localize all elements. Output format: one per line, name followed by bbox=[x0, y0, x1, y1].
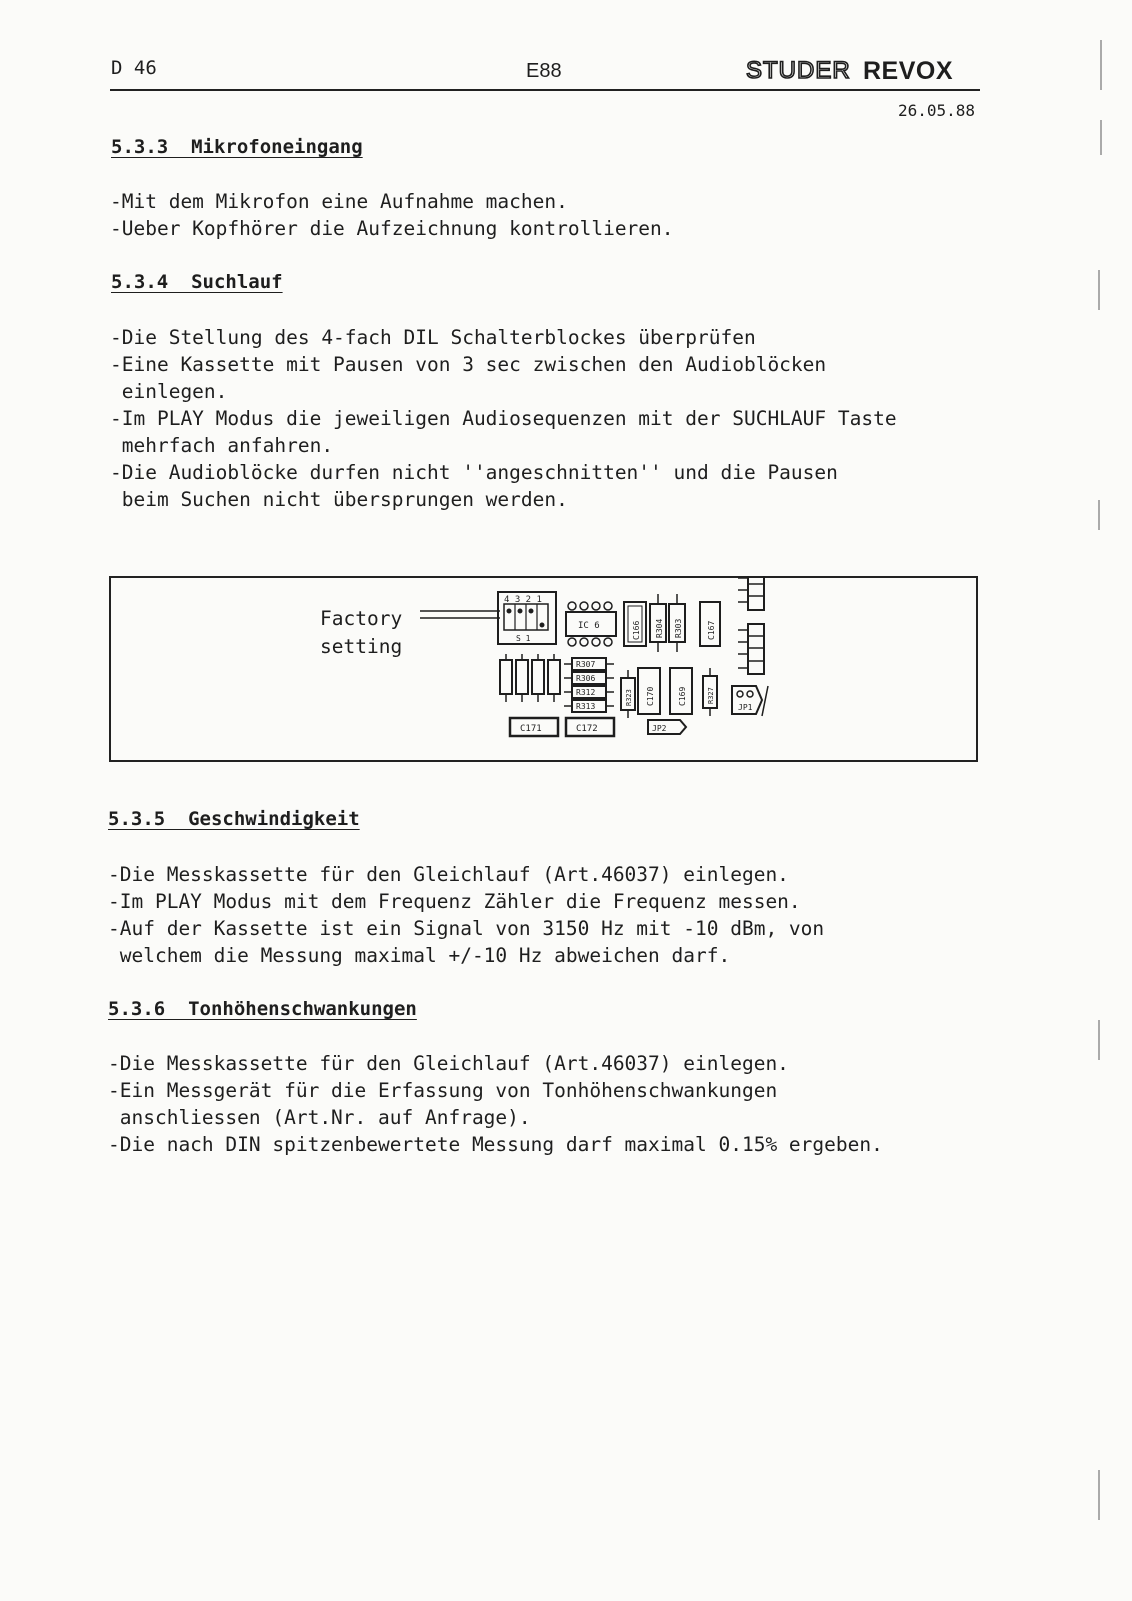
text-line: -Mit dem Mikrofon eine Aufnahme machen. bbox=[110, 190, 568, 213]
r307 bbox=[564, 658, 614, 670]
scan-edge-mark bbox=[1098, 270, 1100, 310]
section-body-tonhoehenschwankungen bbox=[108, 1050, 883, 1158]
label-line: setting bbox=[320, 635, 403, 658]
text-line: -Eine Kassette mit Pausen von 3 sec zwischen den Audioblöcken bbox=[110, 353, 827, 376]
r327 bbox=[703, 668, 717, 716]
edge-connector bbox=[738, 576, 764, 674]
text-line: -Ueber Kopfhörer die Aufzeichnung kontrollieren. bbox=[110, 217, 674, 240]
part-label: R304 bbox=[655, 618, 664, 638]
section-title-mikrofoneingang: 5.3.3 Mikrofoneingang bbox=[111, 136, 363, 158]
r312 bbox=[564, 686, 614, 698]
dil-switch-s1 bbox=[498, 592, 556, 644]
scan-edge-mark bbox=[1098, 1020, 1100, 1060]
text-line: welchem die Messung maximal +/-10 Hz abweichen darf. bbox=[108, 944, 731, 967]
pcb-layout-diagram bbox=[420, 576, 790, 762]
ic6 bbox=[566, 602, 616, 646]
label-line: Factory bbox=[320, 607, 403, 630]
text-line: beim Suchen nicht übersprungen werden. bbox=[110, 488, 568, 511]
r323 bbox=[621, 670, 635, 718]
part-label: C171 bbox=[520, 724, 542, 734]
part-label: R323 bbox=[625, 689, 633, 706]
text-line: mehrfach anfahren. bbox=[110, 434, 334, 457]
text-line: -Die Audioblöcke durfen nicht ''angeschnitten'' und die Pausen bbox=[110, 461, 838, 484]
text-line: -Die Messkassette für den Gleichlauf (Art.46037) einlegen. bbox=[108, 863, 789, 886]
part-label: JP2 bbox=[652, 724, 667, 733]
part-label: C169 bbox=[678, 686, 687, 706]
c171 bbox=[510, 718, 558, 736]
studer-revox-logo bbox=[746, 57, 961, 83]
text-line: -Im PLAY Modus die jeweiligen Audiosequenzen mit der SUCHLAUF Taste bbox=[110, 407, 897, 430]
text-line: -Die Messkassette für den Gleichlauf (Art.46037) einlegen. bbox=[108, 1052, 789, 1075]
part-label: C166 bbox=[632, 620, 641, 640]
r303 bbox=[669, 594, 685, 652]
part-label: R327 bbox=[707, 687, 715, 704]
scan-edge-mark bbox=[1100, 40, 1102, 90]
part-label: C172 bbox=[576, 724, 598, 734]
document-date: 26.05.88 bbox=[898, 101, 976, 120]
part-label: R306 bbox=[576, 674, 596, 683]
text-line: -Im PLAY Modus mit dem Frequenz Zähler die Frequenz messen. bbox=[108, 890, 801, 913]
part-label: JP1 bbox=[738, 703, 753, 712]
r306 bbox=[564, 672, 614, 684]
c167 bbox=[700, 602, 720, 646]
jp1 bbox=[732, 686, 768, 716]
page-number: E88 bbox=[526, 60, 562, 82]
text-line: einlegen. bbox=[110, 380, 228, 403]
scan-edge-mark bbox=[1100, 120, 1102, 155]
c172 bbox=[566, 718, 614, 736]
logo-revox: REVOX bbox=[863, 57, 954, 83]
section-title-tonhoehenschwankungen: 5.3.6 Tonhöhenschwankungen bbox=[108, 998, 417, 1020]
document-code: D 46 bbox=[111, 57, 157, 79]
section-body-geschwindigkeit bbox=[108, 861, 824, 969]
c169 bbox=[670, 668, 692, 714]
jp2 bbox=[648, 720, 686, 734]
switch-numbers: 4 3 2 1 bbox=[504, 595, 542, 605]
part-label: C170 bbox=[646, 686, 655, 706]
text-line: -Ein Messgerät für die Erfassung von Tonhöhenschwankungen bbox=[108, 1079, 778, 1102]
part-label: R313 bbox=[576, 702, 596, 711]
r313 bbox=[564, 700, 614, 712]
factory-setting-label bbox=[320, 605, 402, 661]
text-line: -Die Stellung des 4-fach DIL Schalterblockes überprüfen bbox=[110, 326, 756, 349]
c166 bbox=[624, 602, 646, 646]
scan-edge-mark bbox=[1098, 500, 1100, 530]
switch-name: S 1 bbox=[516, 634, 531, 643]
section-title-geschwindigkeit: 5.3.5 Geschwindigkeit bbox=[108, 808, 360, 830]
scan-edge-mark bbox=[1098, 1470, 1100, 1520]
section-body-suchlauf bbox=[110, 324, 897, 513]
section-body-mikrofoneingang bbox=[110, 188, 674, 242]
text-line: -Die nach DIN spitzenbewertete Messung darf maximal 0.15% ergeben. bbox=[108, 1133, 883, 1156]
c170 bbox=[638, 668, 660, 714]
part-label: R312 bbox=[576, 688, 596, 697]
part-label: R307 bbox=[576, 660, 596, 669]
logo-studer: STUDER bbox=[746, 57, 851, 83]
ic-label: IC 6 bbox=[578, 621, 600, 631]
r304 bbox=[650, 594, 666, 652]
section-title-suchlauf: 5.3.4 Suchlauf bbox=[111, 271, 283, 293]
part-label: C167 bbox=[707, 620, 716, 640]
resistor-cluster bbox=[500, 654, 560, 702]
text-line: -Auf der Kassette ist ein Signal von 3150 Hz mit -10 dBm, von bbox=[108, 917, 825, 940]
header-rule bbox=[110, 89, 980, 91]
text-line: anschliessen (Art.Nr. auf Anfrage). bbox=[108, 1106, 531, 1129]
part-label: R303 bbox=[674, 618, 683, 638]
